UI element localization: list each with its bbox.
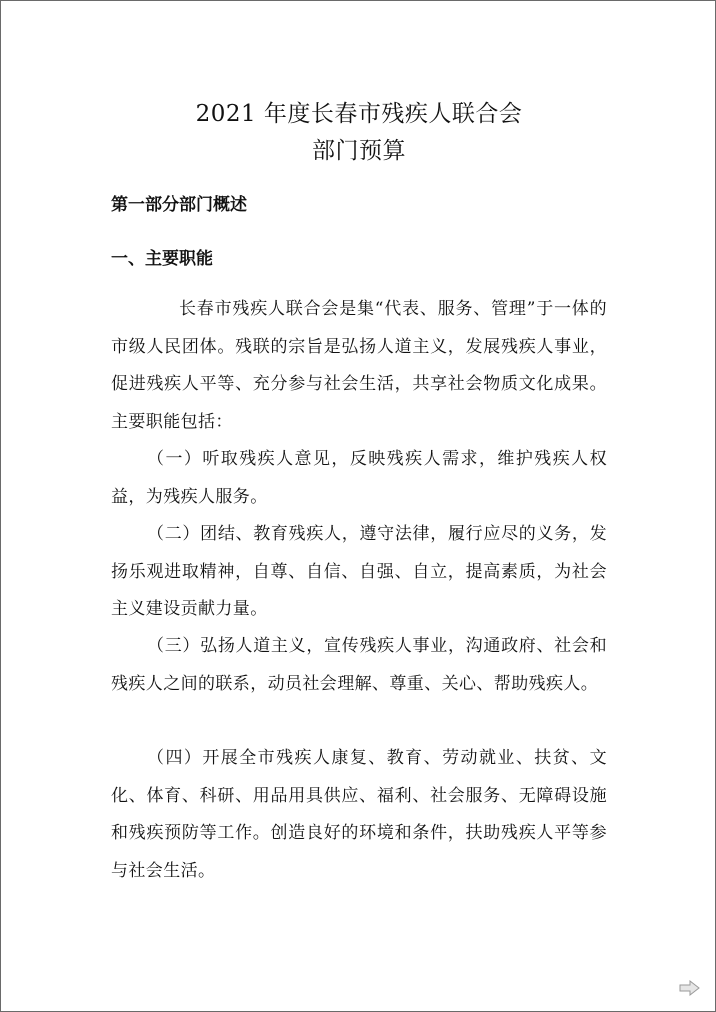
paragraph-item-3: （三）弘扬人道主义，宣传残疾人事业，沟通政府、社会和残疾人之间的联系，动员社会理解、尊重、关心、帮助残疾人。 bbox=[111, 636, 607, 694]
part-heading: 第一部分部门概述 bbox=[111, 195, 247, 215]
section-heading: 一、主要职能 bbox=[111, 249, 213, 269]
document-title: 2021 年度长春市残疾人联合会 bbox=[195, 101, 523, 127]
paragraph-item-4: （四）开展全市残疾人康复、教育、劳动就业、扶贫、文化、体育、科研、用品用具供应、福利、社会服务、无障碍设施和残疾预防等工作。创造良好的环境和条件，扶助残疾人平等参与社会生活。 bbox=[111, 748, 607, 881]
document-subtitle: 部门预算 bbox=[312, 138, 406, 164]
paragraph-item-2: （二）团结、教育残疾人，遵守法律，履行应尽的义务，发扬乐观进取精神，自尊、自信、自强、自立，提高素质，为社会主义建设贡献力量。 bbox=[111, 524, 607, 619]
paragraph-intro: 长春市残疾人联合会是集“代表、服务、管理”于一体的市级人民团体。残联的宗旨是弘扬人道主义，发展残疾人事业，促进残疾人平等、充分参与社会生活，共享社会物质文化成果。主要职能包括： bbox=[111, 299, 607, 432]
paragraph-item-1: （一）听取残疾人意见，反映残疾人需求，维护残疾人权益，为残疾人服务。 bbox=[111, 449, 607, 507]
next-page-arrow-icon[interactable] bbox=[679, 980, 701, 996]
